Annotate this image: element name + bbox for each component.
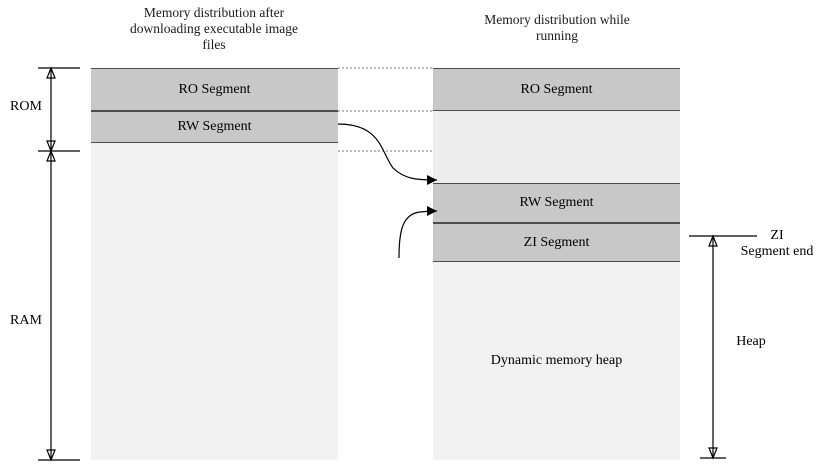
right-segment-zi-label: ZI Segment <box>523 234 590 250</box>
right-column-caption: Memory distribution while running <box>484 12 630 43</box>
right-segment-rw-label: RW Segment <box>519 195 594 210</box>
right-segment-ro-label: RO Segment <box>520 81 593 97</box>
heap-label: Heap <box>736 334 766 349</box>
left-segment-ro-label: RO Segment <box>178 81 251 97</box>
rom-label: ROM <box>10 99 42 114</box>
right-segment-heap-label: Dynamic memory heap <box>490 353 623 368</box>
ram-label: RAM <box>10 313 42 328</box>
zi-segment-end-line1: ZI <box>770 228 784 243</box>
left-column-caption: Memory distribution after downloading executable image files <box>130 5 298 52</box>
left-segment-rw-label: RW Segment <box>177 119 252 134</box>
zi-segment-end-line2: Segment end <box>740 244 814 259</box>
